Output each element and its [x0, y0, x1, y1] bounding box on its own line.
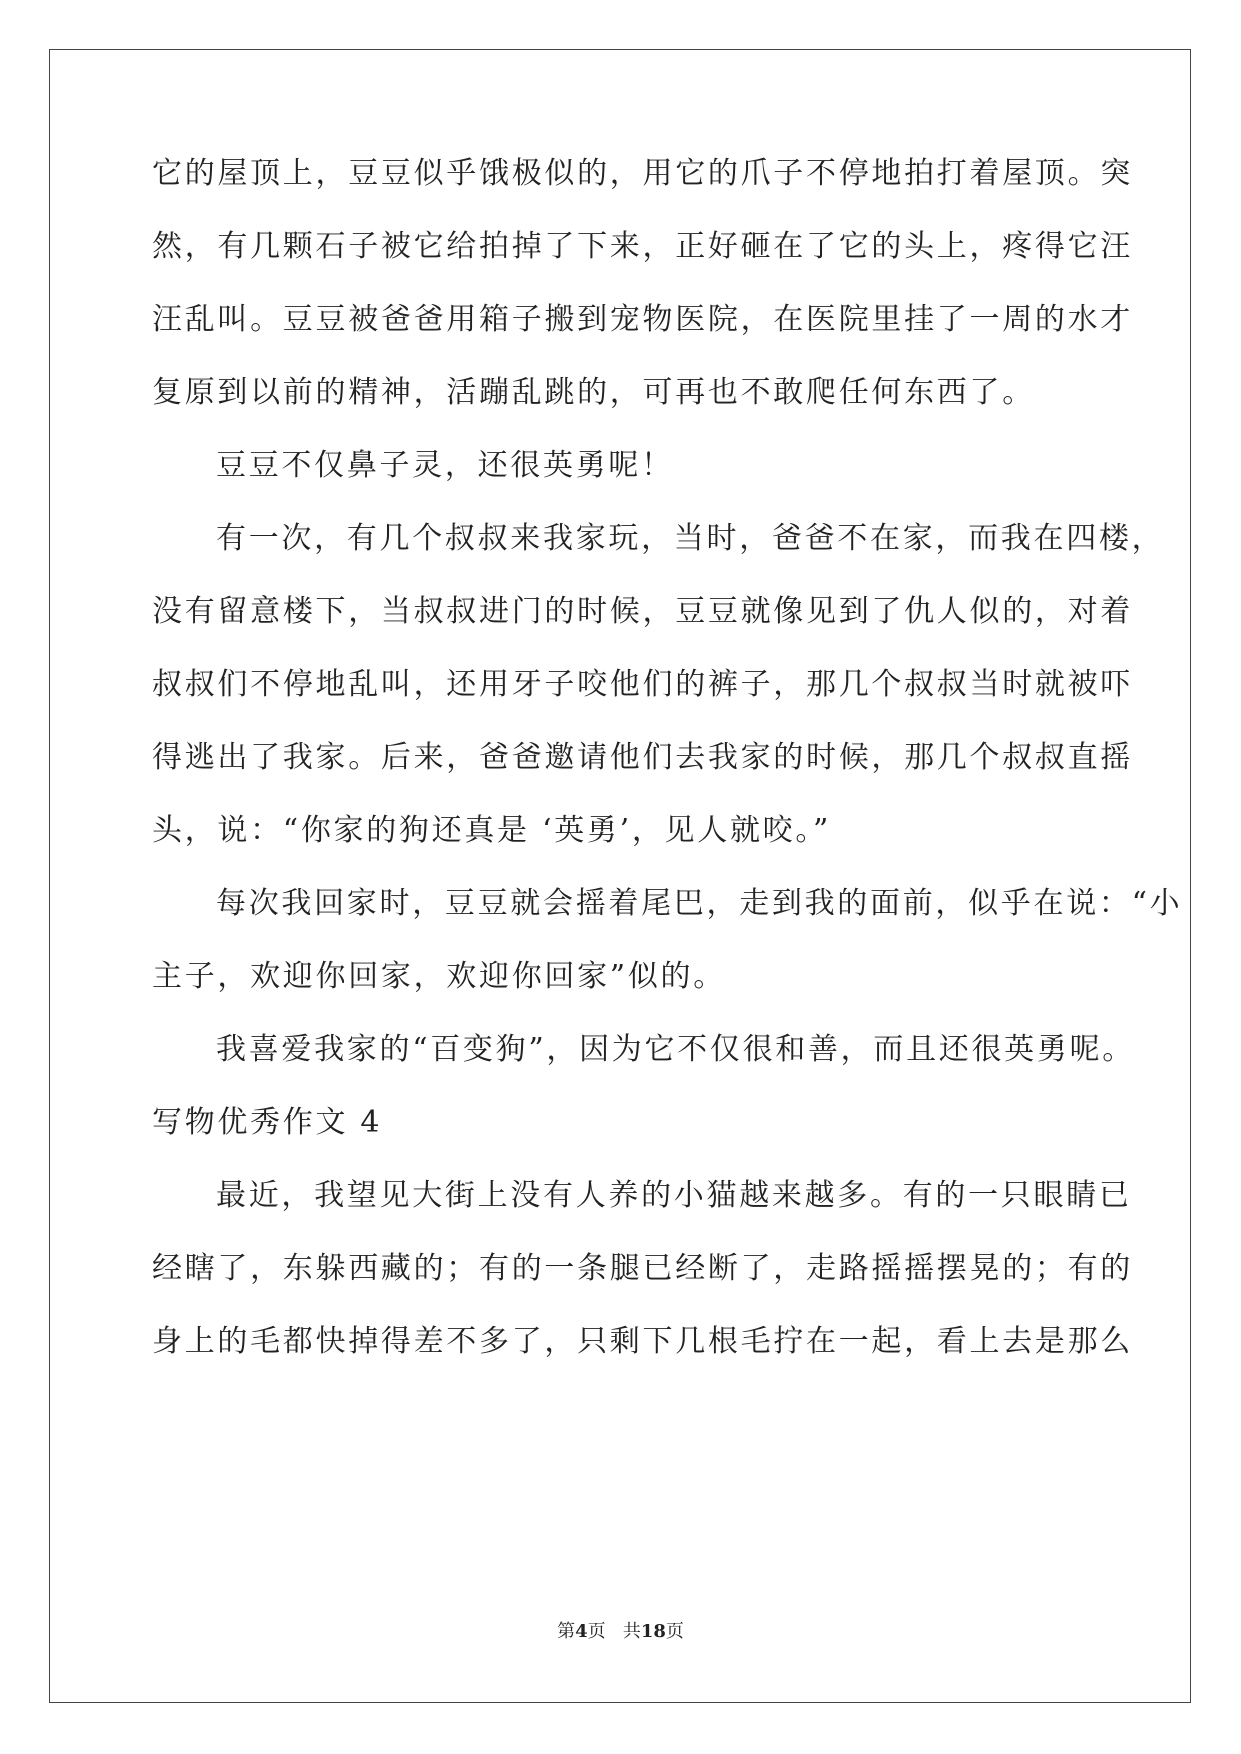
paragraph-first-line: 有一次，有几个叔叔来我家玩，当时，爸爸不在家，而我在四楼，	[216, 521, 1165, 556]
footer-page-number: 4	[575, 1621, 588, 1642]
text-line: 得逃出了我家。后来，爸爸邀请他们去我家的时候，那几个叔叔直摇	[152, 740, 1133, 775]
text-line: 经瞎了，东躲西藏的；有的一条腿已经断了，走路摇摇摆晃的；有的	[152, 1251, 1133, 1286]
text-line: 它的屋顶上，豆豆似乎饿极似的，用它的爪子不停地拍打着屋顶。突	[152, 156, 1133, 191]
paragraph-first-line: 我喜爱我家的“百变狗”，因为它不仅很和善，而且还很英勇呢。	[216, 1032, 1135, 1067]
footer-page-prefix: 第	[557, 1621, 576, 1642]
page-border	[49, 49, 1191, 1703]
page-footer	[0, 1620, 1241, 1644]
text-line: 没有留意楼下，当叔叔进门的时候，豆豆就像见到了仇人似的，对着	[152, 594, 1133, 629]
footer-total-prefix: 共	[622, 1621, 641, 1642]
section-heading: 写物优秀作文 4	[152, 1105, 383, 1140]
paragraph-first-line: 最近，我望见大街上没有人养的小猫越来越多。有的一只眼睛已	[216, 1178, 1132, 1213]
text-line: 主子，欢迎你回家，欢迎你回家”似的。	[152, 959, 726, 994]
text-line: 复原到以前的精神，活蹦乱跳的，可再也不敢爬任何东西了。	[152, 375, 1035, 410]
footer-total-suffix: 页	[665, 1621, 684, 1642]
text-line: 然，有几颗石子被它给拍掉了下来，正好砸在了它的头上，疼得它汪	[152, 229, 1133, 264]
footer-total-pages: 18	[640, 1621, 666, 1642]
text-line: 身上的毛都快掉得差不多了，只剩下几根毛拧在一起，看上去是那么	[152, 1324, 1133, 1359]
text-line: 汪乱叫。豆豆被爸爸用箱子搬到宠物医院，在医院里挂了一周的水才	[152, 302, 1133, 337]
paragraph-first-line: 每次我回家时，豆豆就会摇着尾巴，走到我的面前，似乎在说：“小	[216, 886, 1183, 921]
text-line: 叔叔们不停地乱叫，还用牙子咬他们的裤子，那几个叔叔当时就被吓	[152, 667, 1133, 702]
paragraph-first-line: 豆豆不仅鼻子灵，还很英勇呢！	[216, 448, 674, 483]
footer-page-suffix: 页	[587, 1621, 606, 1642]
text-line: 头，说：“你家的狗还真是 ‘英勇’，见人就咬。”	[152, 813, 832, 848]
